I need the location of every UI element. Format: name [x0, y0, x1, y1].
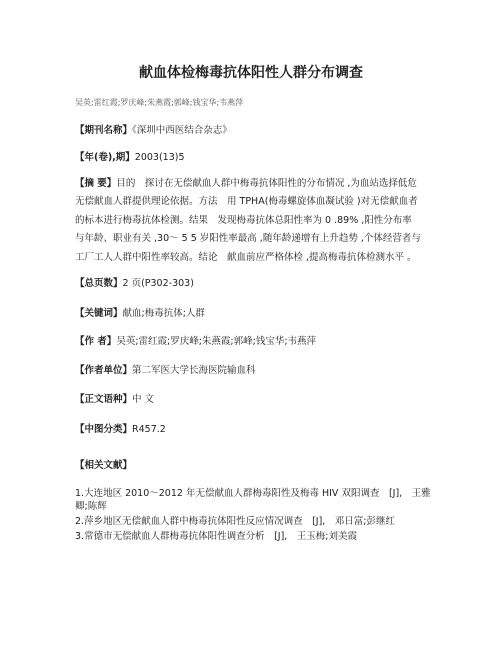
classification-value: R457.2: [132, 424, 166, 435]
classification-field: [75, 423, 166, 436]
list-item[interactable]: 3.常德市无偿献血人群梅毒抗体阳性调查分析 [J], 王玉梅;刘美霞: [75, 531, 357, 542]
abstract-block: [75, 175, 435, 267]
journal-label: 【期刊名称】: [75, 125, 133, 136]
document-title: 献血体检梅毒抗体阳性人群分布调查: [139, 65, 363, 81]
pages-label: 【总页数】: [75, 278, 123, 289]
language-value: 中 文: [132, 394, 155, 405]
keywords-field: [75, 307, 205, 320]
related-label: 【相关文献】: [75, 460, 133, 471]
abstract-line: 工厂工人人群中阳性率较高。结论 献血前应严格体检 ,提高梅毒抗体检测水平 。: [75, 251, 417, 263]
journal-field: [75, 124, 232, 137]
author-list: 吴英;雷红霞;罗庆峰;朱燕霞;郭峰;钱宝华;韦燕萍: [75, 98, 244, 107]
list-item[interactable]: 1.大连地区 2010～2012 年无偿献血人群梅毒阳性及梅毒 HIV 双阳调查 [J], 王雅 卿;陈辉: [75, 488, 431, 512]
affiliation-field: [75, 364, 256, 377]
author-field-value: 吴英;雷红霞;罗庆峰;朱燕霞;郭峰;钱宝华;韦燕萍: [116, 336, 317, 347]
abstract-line: 无偿献血人群提供理论依据。方法 用 TPHA(梅毒螺旋体血凝试验 )对无偿献血者: [75, 196, 418, 208]
affiliation-label: 【作者单位】: [75, 365, 133, 376]
related-list: [75, 487, 445, 545]
related-heading: [75, 459, 132, 472]
pages-field: [75, 277, 194, 290]
year-issue-label: 【年(卷),期】: [75, 152, 135, 163]
affiliation-value: 第二军医大学长海医院输血科: [132, 365, 256, 376]
keywords-label: 【关键词】: [75, 308, 123, 319]
abstract-line: 的标本进行梅毒抗体检测。结果 发现梅毒抗体总阳性率为 0 .89% ,阳性分布率: [75, 214, 412, 226]
year-issue-field: [75, 151, 185, 164]
author-field-label: 【作 者】: [75, 336, 117, 347]
language-field: [75, 393, 154, 406]
keywords-value: 献血;梅毒抗体;人群: [122, 308, 205, 319]
abstract-line: 与年龄、职业有关 ,30～ 5 5 岁阳性率最高 ,随年龄递增有上升趋势 ,个体经营者与: [75, 233, 421, 245]
author-field: [75, 335, 316, 348]
list-item[interactable]: 2.萍乡地区无偿献血人群中梅毒抗体阳性反应情况调查 [J], 邓日富;彭继红: [75, 516, 395, 527]
year-issue-value: 2003(13)5: [134, 152, 185, 163]
abstract-line: 【摘 要】目的 探讨在无偿献血人群中梅毒抗体阳性的分布情况 ,为血站选择低危: [75, 178, 417, 189]
language-label: 【正文语种】: [75, 394, 133, 405]
classification-label: 【中图分类】: [75, 424, 133, 435]
journal-value: 《深圳中西医结合杂志》: [132, 125, 232, 136]
pages-value: 2 页(P302-303): [122, 278, 194, 289]
abstract-label: 【摘 要】: [75, 178, 117, 189]
